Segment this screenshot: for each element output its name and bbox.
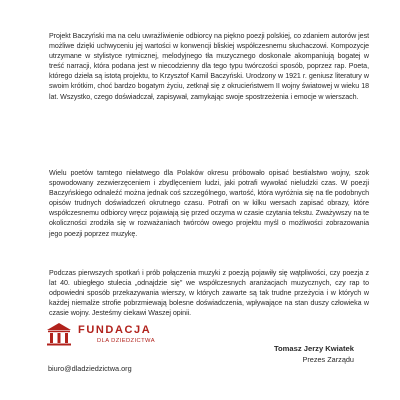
paragraph-1: Projekt Baczyński ma na celu uwrażliwienie odbiorcy na piękno poezji polskiej, co zdaniem autorów jest możliwe dzięki uchwyceniu jej wartości w konwencji bliskiej współczesnemu słuchaczowi. Kompozycje utrzymane w stylistyce rytmicznej, melodyjnego tła muzycznego doskonale akompaniują bogatej w treść narracji, która podana jest w niecodzienny dla tego typu twórczości sposób, poprzez rap. Poeta, którego dzieła są istotą projektu, to Krzysztof Kamil Baczyński. Urodzony w 1921 r. geniusz literatury w swoim krótkim, choć bardzo bogatym życiu, zetknął się z okrucieństwem II wojny światowej w wieku 18 lat. Wszystko, czego doświadczał, zapisywał, zamykając swoje spostrzeżenia i emocje w wierszach. — [49, 32, 369, 101]
signer-role: Prezes Zarządu — [302, 355, 354, 364]
contact-email[interactable]: biuro@dladziedzictwa.org — [48, 364, 132, 373]
foundation-subtitle: DLA DZIEDZICTWA — [97, 338, 155, 344]
signature-block — [274, 343, 354, 365]
paragraph-3: Podczas pierwszych spotkań i prób połączenia muzyki z poezją pojawiły się wątpliwości, czy poezja z lat 40. ubiegłego stulecia „odnajdzie się" we współczesnych aranżacjach muzycznych, czy rap to odpowiedni sposób przekazywania wierszy, w których zawarte są tak trudne przeżycia i w których w każdej niemalże strofie pobrzmiewają bolesne doświadczenia, wpływające na stan duszy człowieka w czasie wojny. Jesteśmy ciekawi Waszej opinii. — [49, 269, 369, 318]
foundation-logo — [46, 322, 206, 352]
paragraph-2: Wielu poetów tamtego niełatwego dla Polaków okresu próbowało opisać bestialstwo wojny, szok spowodowany zezwierzęceniem i zbydlęceniem ludzi, jaki potrafi wywołać nieludzki czas. W poezji Baczyńskiego odnaleźć można jednak coś szczególnego, wartość, która wyróżnia się na tle podobnych opisów trudnych doświadczeń okrutnego czasu. Potrafi on w kilku wersach zapisać obrazy, które współczesnemu odbiorcy wręcz pojawiają się przed oczyma w czasie czytania tekstu. Zważywszy na te okoliczności zrodziła się w rozważaniach twórców owego projektu myśl o możliwości zobrazowania jego poezji poprzez muzykę. — [49, 169, 369, 238]
signer-name: Tomasz Jerzy Kwiatek — [273, 344, 354, 353]
temple-icon — [46, 322, 72, 348]
foundation-name: FUNDACJA — [78, 324, 152, 336]
